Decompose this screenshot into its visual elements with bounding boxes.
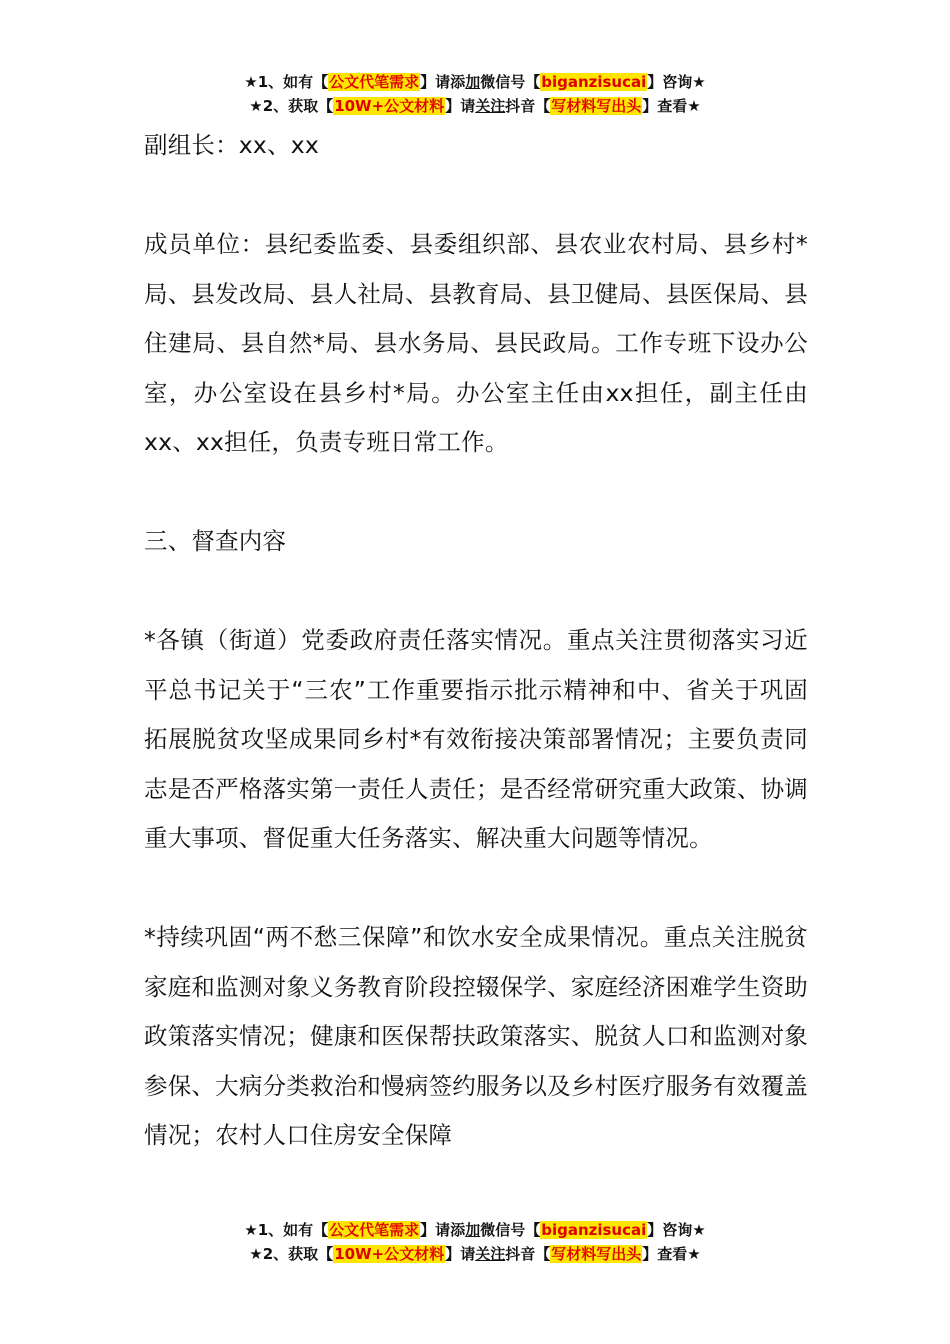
highlight-service: 公文代笔需求: [329, 1221, 420, 1239]
paragraph-member-units: 成员单位：县纪委监委、县委组织部、县农业农村局、县乡村*局、县发改局、县人社局、县教育局、县卫健局、县医保局、县住建局、县自然*局、县水务局、县民政局。工作专班下设办公室，办公室设在县乡村*局。办公室主任由xx担任，副主任由xx、xx担任，负责专班日常工作。: [144, 230, 808, 456]
document-body: [144, 121, 808, 1210]
highlight-service: 公文代笔需求: [329, 73, 420, 91]
highlight-materials: 10W+公文材料: [334, 97, 445, 115]
paragraph-consolidation: *持续巩固“两不愁三保障”和饮水安全成果情况。重点关注脱贫家庭和监测对象义务教育阶段控辍保学、家庭经济困难学生资助政策落实情况；健康和医保帮扶政策落实、脱贫人口和监测对象参保、大病分类救治和慢病签约服务以及乡村医疗服务有效覆盖情况；农村人口住房安全保障: [144, 923, 808, 1149]
highlight-wechat-id: biganzisucai: [541, 1221, 647, 1239]
promo-line-2: ★2、获取【10W+公文材料】请关注抖音【写材料写出头】查看★: [249, 97, 701, 115]
paragraph-responsibility: *各镇（街道）党委政府责任落实情况。重点关注贯彻落实习近平总书记关于“三农”工作重要指示批示精神和中、省关于巩固拓展脱贫攻坚成果同乡村*有效衔接决策部署情况；主要负责同志是否严格落实第一责任人责任；是否经常研究重大政策、协调重大事项、督促重大任务落实、解决重大问题等情况。: [144, 626, 808, 852]
highlight-materials: 10W+公文材料: [334, 1245, 445, 1263]
promo-line-1: ★1、如有【公文代笔需求】请添加微信号【biganzisucai】咨询★: [244, 1221, 706, 1239]
promo-banner-top: [0, 70, 950, 118]
highlight-wechat-id: biganzisucai: [541, 73, 647, 91]
promo-line-1: ★1、如有【公文代笔需求】请添加微信号【biganzisucai】咨询★: [244, 73, 706, 91]
promo-banner-bottom: [0, 1218, 950, 1266]
paragraph-deputy-leader: 副组长：xx、xx: [144, 131, 319, 159]
promo-line-2: ★2、获取【10W+公文材料】请关注抖音【写材料写出头】查看★: [249, 1245, 701, 1263]
section-heading: 三、督查内容: [144, 527, 287, 555]
highlight-douyin: 写材料写出头: [551, 97, 642, 115]
highlight-douyin: 写材料写出头: [551, 1245, 642, 1263]
